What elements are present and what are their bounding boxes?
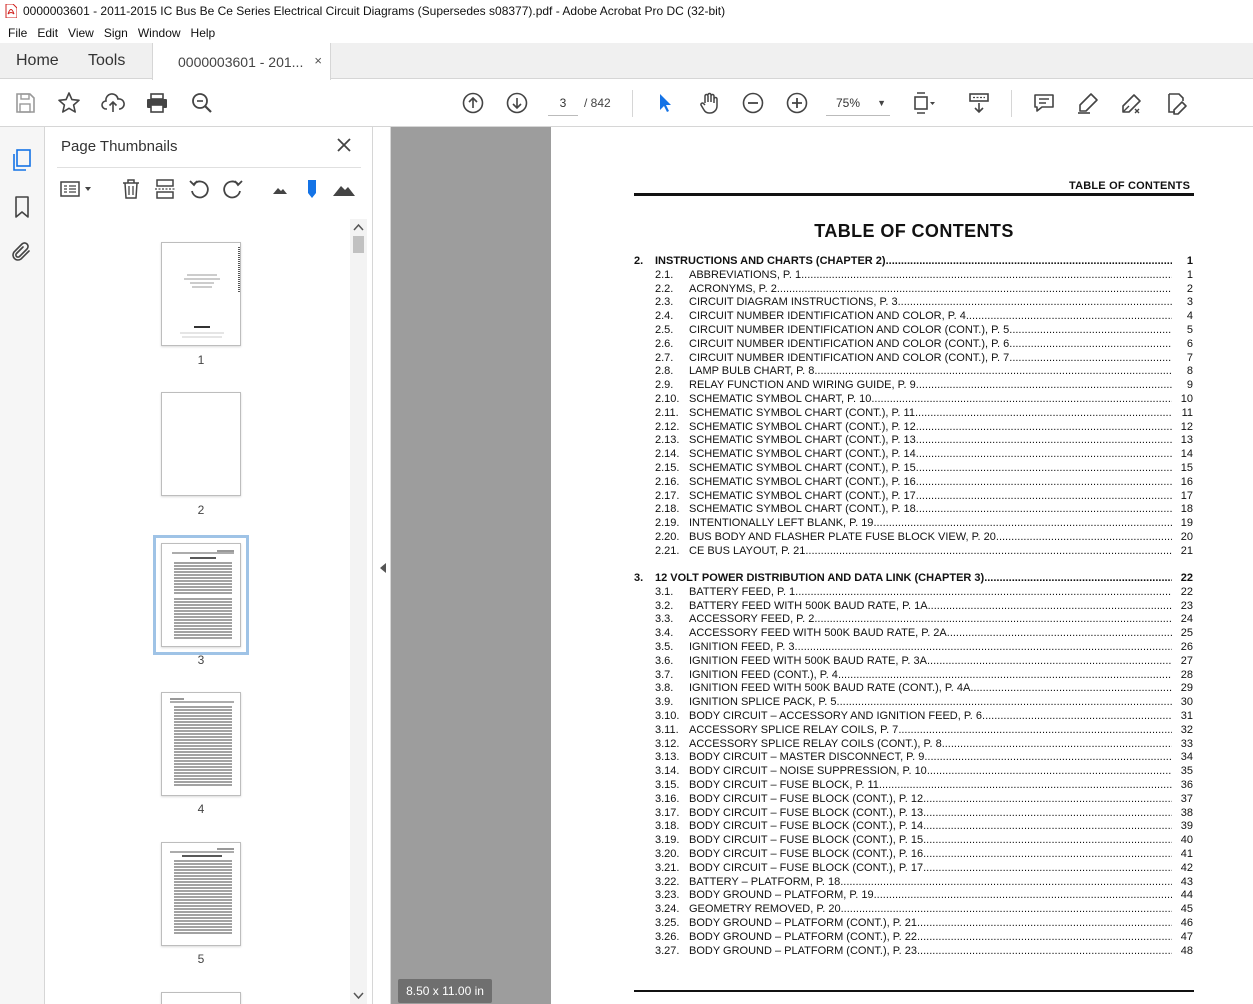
page-thumbnail-4[interactable] <box>161 692 241 796</box>
toc-entry-title: BODY GROUND – PLATFORM (CONT.), P. 21 ..... <box>689 916 1172 930</box>
toc-entry-page: 1 <box>1186 268 1193 281</box>
thumbnail-label: 1 <box>197 353 205 367</box>
toc-entry-title: BATTERY – PLATFORM, P. 18 ..... <box>689 875 1172 889</box>
toc-entry-title: BODY CIRCUIT – FUSE BLOCK (CONT.), P. 12 ..... <box>689 792 1172 806</box>
toc-entry-page: 41 <box>1180 848 1193 860</box>
page-thumbnails-panel <box>45 127 373 1004</box>
toc-entry-page: 7 <box>1186 351 1193 364</box>
scrollbar-thumb[interactable] <box>353 236 364 253</box>
toc-entry-row[interactable] <box>634 654 1194 668</box>
tab-bar <box>0 43 1253 79</box>
toc-entry-row[interactable] <box>634 695 1194 709</box>
toc-entry-title: ACCESSORY SPLICE RELAY COILS (CONT.), P. 8 ..... <box>689 737 1172 751</box>
toc-entry-number: 3.25. <box>655 917 680 929</box>
toc-title: TABLE OF CONTENTS <box>814 221 1014 241</box>
toc-entry-row[interactable] <box>634 792 1194 806</box>
toc-entry-number: 3.22. <box>655 875 680 888</box>
toc-entry-title: LAMP BULB CHART, P. 8 ..... <box>689 364 1172 378</box>
toc-entry-title: ACCESSORY FEED WITH 500K BAUD RATE, P. 2A ..... <box>689 626 1172 640</box>
toc-entry-page: 16 <box>1180 475 1193 488</box>
menu-help[interactable]: Help <box>190 25 216 40</box>
toc-entry-number: 3.18. <box>655 820 680 833</box>
toc-entry-title: IGNITION FEED WITH 500K BAUD RATE (CONT.), P. 4A ..... <box>689 681 1172 695</box>
page-total-label: / 842 <box>584 96 611 110</box>
toc-entry-row[interactable] <box>634 861 1194 875</box>
toolbar-separator <box>1011 90 1012 117</box>
toc-entry-page: 42 <box>1180 861 1193 874</box>
toc-entry-title: CIRCUIT DIAGRAM INSTRUCTIONS, P. 3 ..... <box>689 295 1172 309</box>
collapse-panel-icon[interactable] <box>379 563 387 573</box>
toc-entry-number: 3.11. <box>655 723 679 736</box>
toc-entry-title: SCHEMATIC SYMBOL CHART (CONT.), P. 13 ..... <box>689 433 1172 447</box>
toc-entry-title: IGNITION FEED (CONT.), P. 4 ..... <box>689 668 1172 682</box>
toc-chapter-row[interactable] <box>634 571 1194 585</box>
toc-entry-page: 36 <box>1180 779 1193 791</box>
thumbnail-options-menu-icon[interactable] <box>59 177 95 201</box>
toc-entry-number: 3.21. <box>655 861 680 874</box>
toc-entry-title: BODY CIRCUIT – MASTER DISCONNECT, P. 9 ..... <box>689 750 1172 764</box>
toc-entry-title: IGNITION FEED, P. 3 ..... <box>689 640 1172 654</box>
toc-entry-title: BODY CIRCUIT – FUSE BLOCK (CONT.), P. 15 ..... <box>689 833 1172 847</box>
page-5-preview <box>162 843 241 946</box>
toc-entry-row[interactable] <box>634 502 1194 516</box>
toc-entry-row[interactable] <box>634 489 1194 503</box>
toc-entry-number: 2.7. <box>655 351 674 364</box>
toc-entry-title: GEOMETRY REMOVED, P. 20 ..... <box>689 902 1172 916</box>
toc-entry-number: 3.14. <box>655 765 680 778</box>
toc-entry-page: 13 <box>1180 434 1193 447</box>
toc-entry-row[interactable] <box>634 612 1194 626</box>
toc-entry-page: 48 <box>1180 944 1193 957</box>
toc-entry-number: 3.27. <box>655 944 680 957</box>
toc-entry-page: 30 <box>1180 696 1193 709</box>
panel-title: Page Thumbnails <box>61 138 178 155</box>
toc-entry-page: 5 <box>1186 324 1193 336</box>
zoom-search-icon[interactable] <box>190 91 214 115</box>
toc-entry-title: BATTERY FEED, P. 1 ..... <box>689 585 1172 599</box>
menu-view[interactable]: View <box>68 25 94 40</box>
page-thumbnail-1[interactable] <box>161 242 241 346</box>
tab-home[interactable]: Home <box>16 52 59 69</box>
thumbnail-list <box>53 219 353 1004</box>
rotate-clockwise-icon[interactable] <box>221 177 245 201</box>
toc-entry-row[interactable] <box>634 406 1194 420</box>
toc-entry-page: 25 <box>1180 627 1193 640</box>
toc-entry-title: SCHEMATIC SYMBOL CHART (CONT.), P. 18 ..... <box>689 502 1172 516</box>
menu-edit[interactable]: Edit <box>37 25 59 40</box>
toc-entry-number: 3.9. <box>655 696 674 709</box>
toc-entry-number: 3. <box>634 572 644 584</box>
toc-entry-row[interactable] <box>634 461 1194 475</box>
toc-entry-page: 39 <box>1180 820 1193 833</box>
print-icon[interactable] <box>145 91 169 115</box>
toc-entry-number: 3.13. <box>655 751 680 764</box>
select-cursor-icon[interactable] <box>653 91 677 115</box>
toc-entry-row[interactable] <box>634 530 1194 544</box>
toc-entry-page: 11 <box>1181 406 1193 419</box>
toc-entry-page: 38 <box>1180 806 1193 819</box>
toc-entry-page: 6 <box>1186 337 1193 350</box>
next-page-icon[interactable] <box>505 91 529 115</box>
draw-sign-icon[interactable] <box>1120 91 1144 115</box>
menu-window[interactable]: Window <box>137 25 181 40</box>
running-header: TABLE OF CONTENTS <box>1069 180 1191 192</box>
toc-entry-page: 33 <box>1180 737 1193 750</box>
toc-entry-number: 3.19. <box>655 834 680 847</box>
toc-entry-row[interactable] <box>634 681 1194 695</box>
toc-entry-row[interactable] <box>634 544 1194 558</box>
toc-entry-row[interactable] <box>634 282 1194 296</box>
page-size-badge: 8.50 x 11.00 in <box>398 979 492 1003</box>
insert-page-icon[interactable] <box>153 177 177 201</box>
toc-entry-row[interactable] <box>634 585 1194 599</box>
toc-entry-page: 22 <box>1180 572 1193 584</box>
toc-entry-row[interactable] <box>634 888 1194 902</box>
thumbnail-scrollbar[interactable] <box>350 219 367 1004</box>
toc-entry-number: 2.10. <box>655 393 680 405</box>
thumbnail-label: 2 <box>197 503 205 517</box>
toc-entry-title: ACCESSORY SPLICE RELAY COILS, P. 7 ..... <box>689 723 1172 737</box>
toc-entry-row[interactable] <box>634 750 1194 764</box>
toc-entry-title: CIRCUIT NUMBER IDENTIFICATION AND COLOR, P. 4 ..... <box>689 309 1172 323</box>
toc-entry-page: 1 <box>1186 255 1193 267</box>
toc-entry-row[interactable] <box>634 295 1194 309</box>
panel-divider <box>57 167 361 168</box>
toc-entry-page: 12 <box>1180 420 1193 433</box>
toc-entry-number: 3.7. <box>655 668 674 681</box>
page-1-preview <box>162 243 241 346</box>
toc-entry-number: 3.10. <box>655 710 680 722</box>
toc-entry-number: 2.13. <box>655 434 680 447</box>
thumbnail-size-slider[interactable] <box>300 177 324 201</box>
toc-entry-title: INTENTIONALLY LEFT BLANK, P. 19 ..... <box>689 516 1172 530</box>
tab-document-label: 0000003601 - 201... <box>178 53 304 70</box>
toc-entry-page: 28 <box>1180 668 1193 681</box>
toc-entry-number: 2.8. <box>655 365 674 378</box>
toc-entry-title: SCHEMATIC SYMBOL CHART (CONT.), P. 14 ..... <box>689 447 1172 461</box>
toc-entry-title: CIRCUIT NUMBER IDENTIFICATION AND COLOR (CONT.), P. 5 ..... <box>689 323 1172 337</box>
toc-entry-number: 2.15. <box>655 462 680 474</box>
toc-entry-page: 34 <box>1180 751 1193 764</box>
toc-chapter-row[interactable] <box>634 254 1194 268</box>
toc-entry-page: 14 <box>1180 448 1193 461</box>
scroll-down-icon[interactable] <box>353 990 364 1001</box>
toc-entry-number: 2.1. <box>655 268 674 281</box>
toc-entry-title: BODY CIRCUIT – FUSE BLOCK (CONT.), P. 14 ..... <box>689 819 1172 833</box>
pdf-app-icon <box>5 4 17 18</box>
toc-entry-number: 2.20. <box>655 531 680 543</box>
toc-entry-page: 26 <box>1180 641 1193 653</box>
toc-entry-row[interactable] <box>634 626 1194 640</box>
toc-entry-title: CIRCUIT NUMBER IDENTIFICATION AND COLOR (CONT.), P. 6 ..... <box>689 337 1172 351</box>
thumbnail-label: 3 <box>197 653 205 667</box>
toc-entry-title: BUS BODY AND FLASHER PLATE FUSE BLOCK VIEW, P. 20 ..... <box>689 530 1172 544</box>
toc-entry-title: 12 VOLT POWER DISTRIBUTION AND DATA LINK (CHAPTER 3) ..... <box>655 571 1172 585</box>
toc-entry-row[interactable] <box>634 323 1194 337</box>
panel-collapse-gutter[interactable] <box>373 127 391 1004</box>
toc-entry-title: CIRCUIT NUMBER IDENTIFICATION AND COLOR (CONT.), P. 7 ..... <box>689 351 1172 365</box>
chevron-down-icon: ▼ <box>877 98 886 108</box>
toc-entry-row[interactable] <box>634 847 1194 861</box>
toc-entry-title: CE BUS LAYOUT, P. 21 ..... <box>689 544 1172 558</box>
toc-entry-title: INSTRUCTIONS AND CHARTS (CHAPTER 2) ..... <box>655 254 1172 268</box>
toc-entry-title: IGNITION FEED WITH 500K BAUD RATE, P. 3A ..... <box>689 654 1172 668</box>
toc-entry-title: SCHEMATIC SYMBOL CHART (CONT.), P. 17 ..... <box>689 489 1172 503</box>
toc-entry-page: 9 <box>1186 379 1193 392</box>
toc-entry-title: SCHEMATIC SYMBOL CHART (CONT.), P. 11 ..... <box>689 406 1172 420</box>
delete-trash-icon[interactable] <box>119 177 143 201</box>
toc-entry-page: 21 <box>1180 544 1193 557</box>
toc-entry-row[interactable] <box>634 268 1194 282</box>
toc-entry-row[interactable] <box>634 309 1194 323</box>
toc-entry-number: 2.14. <box>655 448 680 461</box>
toc-entry-row[interactable] <box>634 819 1194 833</box>
toc-entry-page: 27 <box>1180 654 1193 667</box>
save-icon[interactable] <box>13 91 37 115</box>
toc-entry-row[interactable] <box>634 737 1194 751</box>
toc-entry-number: 3.20. <box>655 848 680 860</box>
toc-entry-page: 17 <box>1180 489 1193 502</box>
menu-file[interactable]: File <box>8 25 28 40</box>
window-title: 0000003601 - 2011-2015 IC Bus Be Ce Series Electrical Circuit Diagrams (Supersedes s08377).pdf - Adobe Acrobat Pro DC (32-bit) <box>23 4 726 18</box>
toc-entry-title: BATTERY FEED WITH 500K BAUD RATE, P. 1A ..... <box>689 599 1172 613</box>
toc-entry-title: RELAY FUNCTION AND WIRING GUIDE, P. 9 ..... <box>689 378 1172 392</box>
toc-entry-row[interactable] <box>634 723 1194 737</box>
page-thumbnail-5[interactable] <box>161 842 241 946</box>
toc-entry-title: SCHEMATIC SYMBOL CHART (CONT.), P. 15 ..... <box>689 461 1172 475</box>
toc-entry-row[interactable] <box>634 599 1194 613</box>
close-icon[interactable] <box>335 136 353 154</box>
toc-entry-number: 3.23. <box>655 889 680 902</box>
thumbnail-larger-icon[interactable] <box>332 177 356 201</box>
toc-entry-number: 3.26. <box>655 930 680 943</box>
toc-entry-title: BODY GROUND – PLATFORM, P. 19 ..... <box>689 888 1172 902</box>
page-thumbnail-3[interactable] <box>161 543 241 647</box>
page-fit-icon[interactable] <box>911 91 935 115</box>
page-thumbnail-2[interactable] <box>161 392 241 496</box>
toc-entry-number: 3.15. <box>655 779 680 791</box>
toc-entry-page: 46 <box>1180 917 1193 929</box>
toc-entry-row[interactable] <box>634 944 1194 958</box>
header-rule <box>634 193 1194 196</box>
toc-entry-number: 2.11. <box>655 406 679 419</box>
scroll-up-icon[interactable] <box>353 222 364 233</box>
toc-entry-page: 47 <box>1180 930 1193 943</box>
highlight-pen-icon[interactable] <box>1076 91 1100 115</box>
toc-entry-page: 35 <box>1180 765 1193 778</box>
toc-entry-row[interactable] <box>634 668 1194 682</box>
toc-entry-number: 2.3. <box>655 296 674 309</box>
toc-entry-page: 19 <box>1180 517 1193 530</box>
tab-close-icon[interactable]: × <box>314 53 322 68</box>
toc-entry-number: 2.16. <box>655 475 680 488</box>
previous-page-icon[interactable] <box>461 91 485 115</box>
page-4-preview <box>162 693 241 796</box>
zoom-in-icon[interactable] <box>785 91 809 115</box>
toc-entry-row[interactable] <box>634 337 1194 351</box>
comment-icon[interactable] <box>1032 91 1056 115</box>
upload-cloud-icon[interactable] <box>101 91 125 115</box>
zoom-dropdown[interactable] <box>826 90 890 116</box>
scroll-mode-icon[interactable] <box>967 91 991 115</box>
tab-tools[interactable]: Tools <box>88 52 126 69</box>
toc-entry-row[interactable] <box>634 833 1194 847</box>
toc-entry-page: 29 <box>1180 682 1193 695</box>
toc-entry-page: 15 <box>1180 462 1193 474</box>
toc-entry-number: 2.2. <box>655 282 674 295</box>
toc-entry-row[interactable] <box>634 364 1194 378</box>
toc-entry-number: 2.21. <box>655 544 680 557</box>
tab-document[interactable] <box>152 43 331 80</box>
toc-entry-page: 22 <box>1180 585 1193 598</box>
toc-entry-title: BODY CIRCUIT – FUSE BLOCK (CONT.), P. 17 ..... <box>689 861 1172 875</box>
toc-entry-row[interactable] <box>634 640 1194 654</box>
toc-entry-page: 44 <box>1180 889 1193 902</box>
document-canvas-background <box>391 127 551 1004</box>
fill-sign-icon[interactable] <box>1164 91 1188 115</box>
toc-entry-row[interactable] <box>634 875 1194 889</box>
page-thumbnail-6[interactable] <box>161 992 241 1004</box>
menu-bar <box>0 22 1253 43</box>
toc-entry-row[interactable] <box>634 709 1194 723</box>
toc-entry-row[interactable] <box>634 806 1194 820</box>
toc-entry-row[interactable] <box>634 351 1194 365</box>
thumbnail-label: 4 <box>197 802 205 816</box>
toc-entry-number: 3.5. <box>655 641 674 653</box>
toc-entry-number: 3.24. <box>655 903 680 916</box>
toc-entry-number: 2.6. <box>655 337 674 350</box>
toolbar <box>0 80 1253 127</box>
toc-entry-title: BODY CIRCUIT – FUSE BLOCK (CONT.), P. 16 ..... <box>689 847 1172 861</box>
toc-entry-number: 2.17. <box>655 489 680 502</box>
toc-entry-number: 3.8. <box>655 682 674 695</box>
toc-entry-row[interactable] <box>634 475 1194 489</box>
toc-entry-row[interactable] <box>634 778 1194 792</box>
toc-entry-number: 3.4. <box>655 627 674 640</box>
toc-entry-page: 24 <box>1180 613 1193 626</box>
toc-entry-title: BODY CIRCUIT – ACCESSORY AND IGNITION FEED, P. 6 ..... <box>689 709 1172 723</box>
toc-entry-page: 20 <box>1180 531 1193 543</box>
toc-entry-title: BODY GROUND – PLATFORM (CONT.), P. 22 ..... <box>689 930 1172 944</box>
toc-entry-row[interactable] <box>634 916 1194 930</box>
toc-entry-page: 10 <box>1180 393 1193 405</box>
toc-entry-row[interactable] <box>634 516 1194 530</box>
toc-entry-page: 18 <box>1180 503 1193 516</box>
toc-entry-number: 2.12. <box>655 420 680 433</box>
toc-entry-title: SCHEMATIC SYMBOL CHART, P. 10 ..... <box>689 392 1172 406</box>
toc-entry-title: ACRONYMS, P. 2 ..... <box>689 282 1172 296</box>
toc-entry-title: IGNITION SPLICE PACK, P. 5 ..... <box>689 695 1172 709</box>
toc-entry-row[interactable] <box>634 930 1194 944</box>
toc-entry-number: 3.1. <box>655 585 674 598</box>
toc-entry-number: 3.2. <box>655 599 674 612</box>
toc-entry-number: 3.12. <box>655 737 680 750</box>
toc-entry-page: 4 <box>1186 310 1193 323</box>
thumbnail-smaller-icon[interactable] <box>268 177 292 201</box>
toc-entry-page: 8 <box>1186 365 1193 378</box>
zoom-value: 75% <box>836 96 861 110</box>
toc-entry-page: 43 <box>1180 875 1193 888</box>
toc-entry-title: BODY CIRCUIT – FUSE BLOCK (CONT.), P. 13 ..... <box>689 806 1172 820</box>
toc-entry-number: 2. <box>634 255 644 267</box>
toc-entry-row[interactable] <box>634 902 1194 916</box>
toc-entry-number: 2.18. <box>655 503 680 516</box>
toc-entry-row[interactable] <box>634 764 1194 778</box>
menu-sign[interactable]: Sign <box>103 25 128 40</box>
toc-entry-row[interactable] <box>634 378 1194 392</box>
toc-entry-page: 40 <box>1180 834 1193 847</box>
left-navigation-rail <box>0 127 45 1004</box>
toc-entry-page: 45 <box>1180 903 1193 916</box>
toc-entry-row[interactable] <box>634 392 1194 406</box>
toc-entry-title: SCHEMATIC SYMBOL CHART (CONT.), P. 12 ..... <box>689 420 1172 434</box>
footer-rule <box>634 990 1194 992</box>
bookmark-icon[interactable] <box>10 195 34 219</box>
zoom-out-icon[interactable] <box>741 91 765 115</box>
star-bookmark-icon[interactable] <box>57 91 81 115</box>
page-3-preview <box>162 544 241 647</box>
hand-tool-icon[interactable] <box>697 91 721 115</box>
page-number-input[interactable]: 3 <box>548 90 578 116</box>
toc-entry-title: BODY CIRCUIT – FUSE BLOCK, P. 11 ..... <box>689 778 1172 792</box>
toc-entry-number: 3.3. <box>655 613 674 626</box>
toc-entry-number: 2.4. <box>655 310 674 323</box>
toc-entry-page: 37 <box>1180 792 1193 805</box>
toc-entry-number: 2.5. <box>655 324 674 336</box>
toc-entry-title: ACCESSORY FEED, P. 2 ..... <box>689 612 1172 626</box>
toc-entry-number: 3.17. <box>655 806 680 819</box>
attachment-paperclip-icon[interactable] <box>10 240 34 264</box>
toc-entry-row[interactable] <box>634 433 1194 447</box>
toc-entry-number: 2.19. <box>655 517 680 530</box>
toc-entry-page: 3 <box>1186 296 1193 309</box>
rotate-counterclockwise-icon[interactable] <box>187 177 211 201</box>
toc-entry-page: 32 <box>1180 723 1193 736</box>
page-thumbnails-icon[interactable] <box>10 148 34 172</box>
toc-entry-row[interactable] <box>634 447 1194 461</box>
toc-entry-title: SCHEMATIC SYMBOL CHART (CONT.), P. 16 ..... <box>689 475 1172 489</box>
toc-entry-title: BODY CIRCUIT – NOISE SUPPRESSION, P. 10 ..... <box>689 764 1172 778</box>
thumbnail-label: 5 <box>197 952 205 966</box>
toc-entry-number: 2.9. <box>655 379 674 392</box>
title-bar <box>0 0 1253 22</box>
toc-entry-number: 3.6. <box>655 654 674 667</box>
toc-entry-page: 2 <box>1186 282 1193 295</box>
toc-entry-page: 31 <box>1180 710 1193 722</box>
toolbar-separator <box>632 90 633 117</box>
toc-entry-title: ABBREVIATIONS, P. 1 ..... <box>689 268 1172 282</box>
toc-entry-row[interactable] <box>634 420 1194 434</box>
toc-entry-number: 3.16. <box>655 792 680 805</box>
toc-entry-page: 23 <box>1180 599 1193 612</box>
toc-entry-title: BODY GROUND – PLATFORM (CONT.), P. 23 ..... <box>689 944 1172 958</box>
